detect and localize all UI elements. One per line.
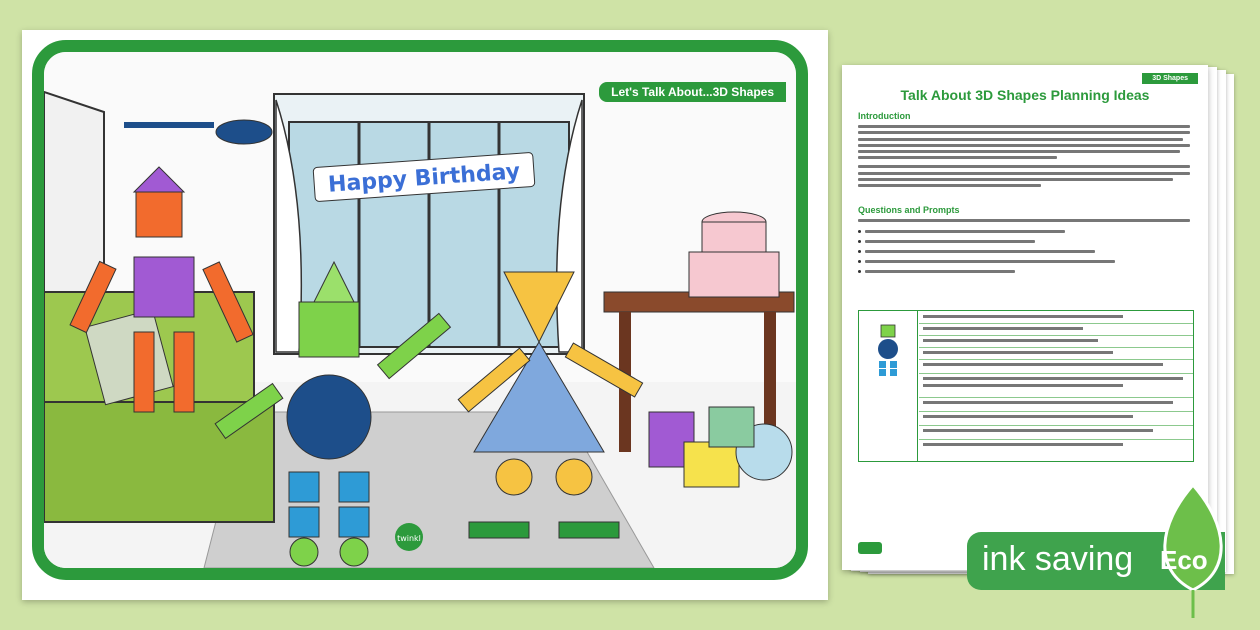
question-table	[858, 310, 1194, 462]
robot-thumbnail	[859, 311, 918, 461]
twinkl-footer-logo	[858, 542, 882, 554]
document-title: Talk About 3D Shapes Planning Ideas	[900, 87, 1150, 103]
poster-frame	[32, 40, 808, 580]
poster-preview	[22, 30, 828, 600]
eco-label: Eco	[1160, 545, 1208, 575]
section-questions: Questions and Prompts	[858, 205, 960, 215]
birthday-party-illustration	[44, 52, 796, 568]
introduction-body	[858, 125, 1190, 191]
twinkl-logo: twinkl	[397, 534, 421, 543]
poster-title-tag: Let's Talk About...3D Shapes	[599, 82, 786, 102]
questions-list	[858, 219, 1190, 280]
document-tag: 3D Shapes	[1142, 73, 1198, 84]
ink-saving-label: ink saving	[982, 540, 1134, 578]
banner-text: Happy Birthday	[327, 159, 521, 198]
section-introduction: Introduction	[858, 111, 911, 121]
